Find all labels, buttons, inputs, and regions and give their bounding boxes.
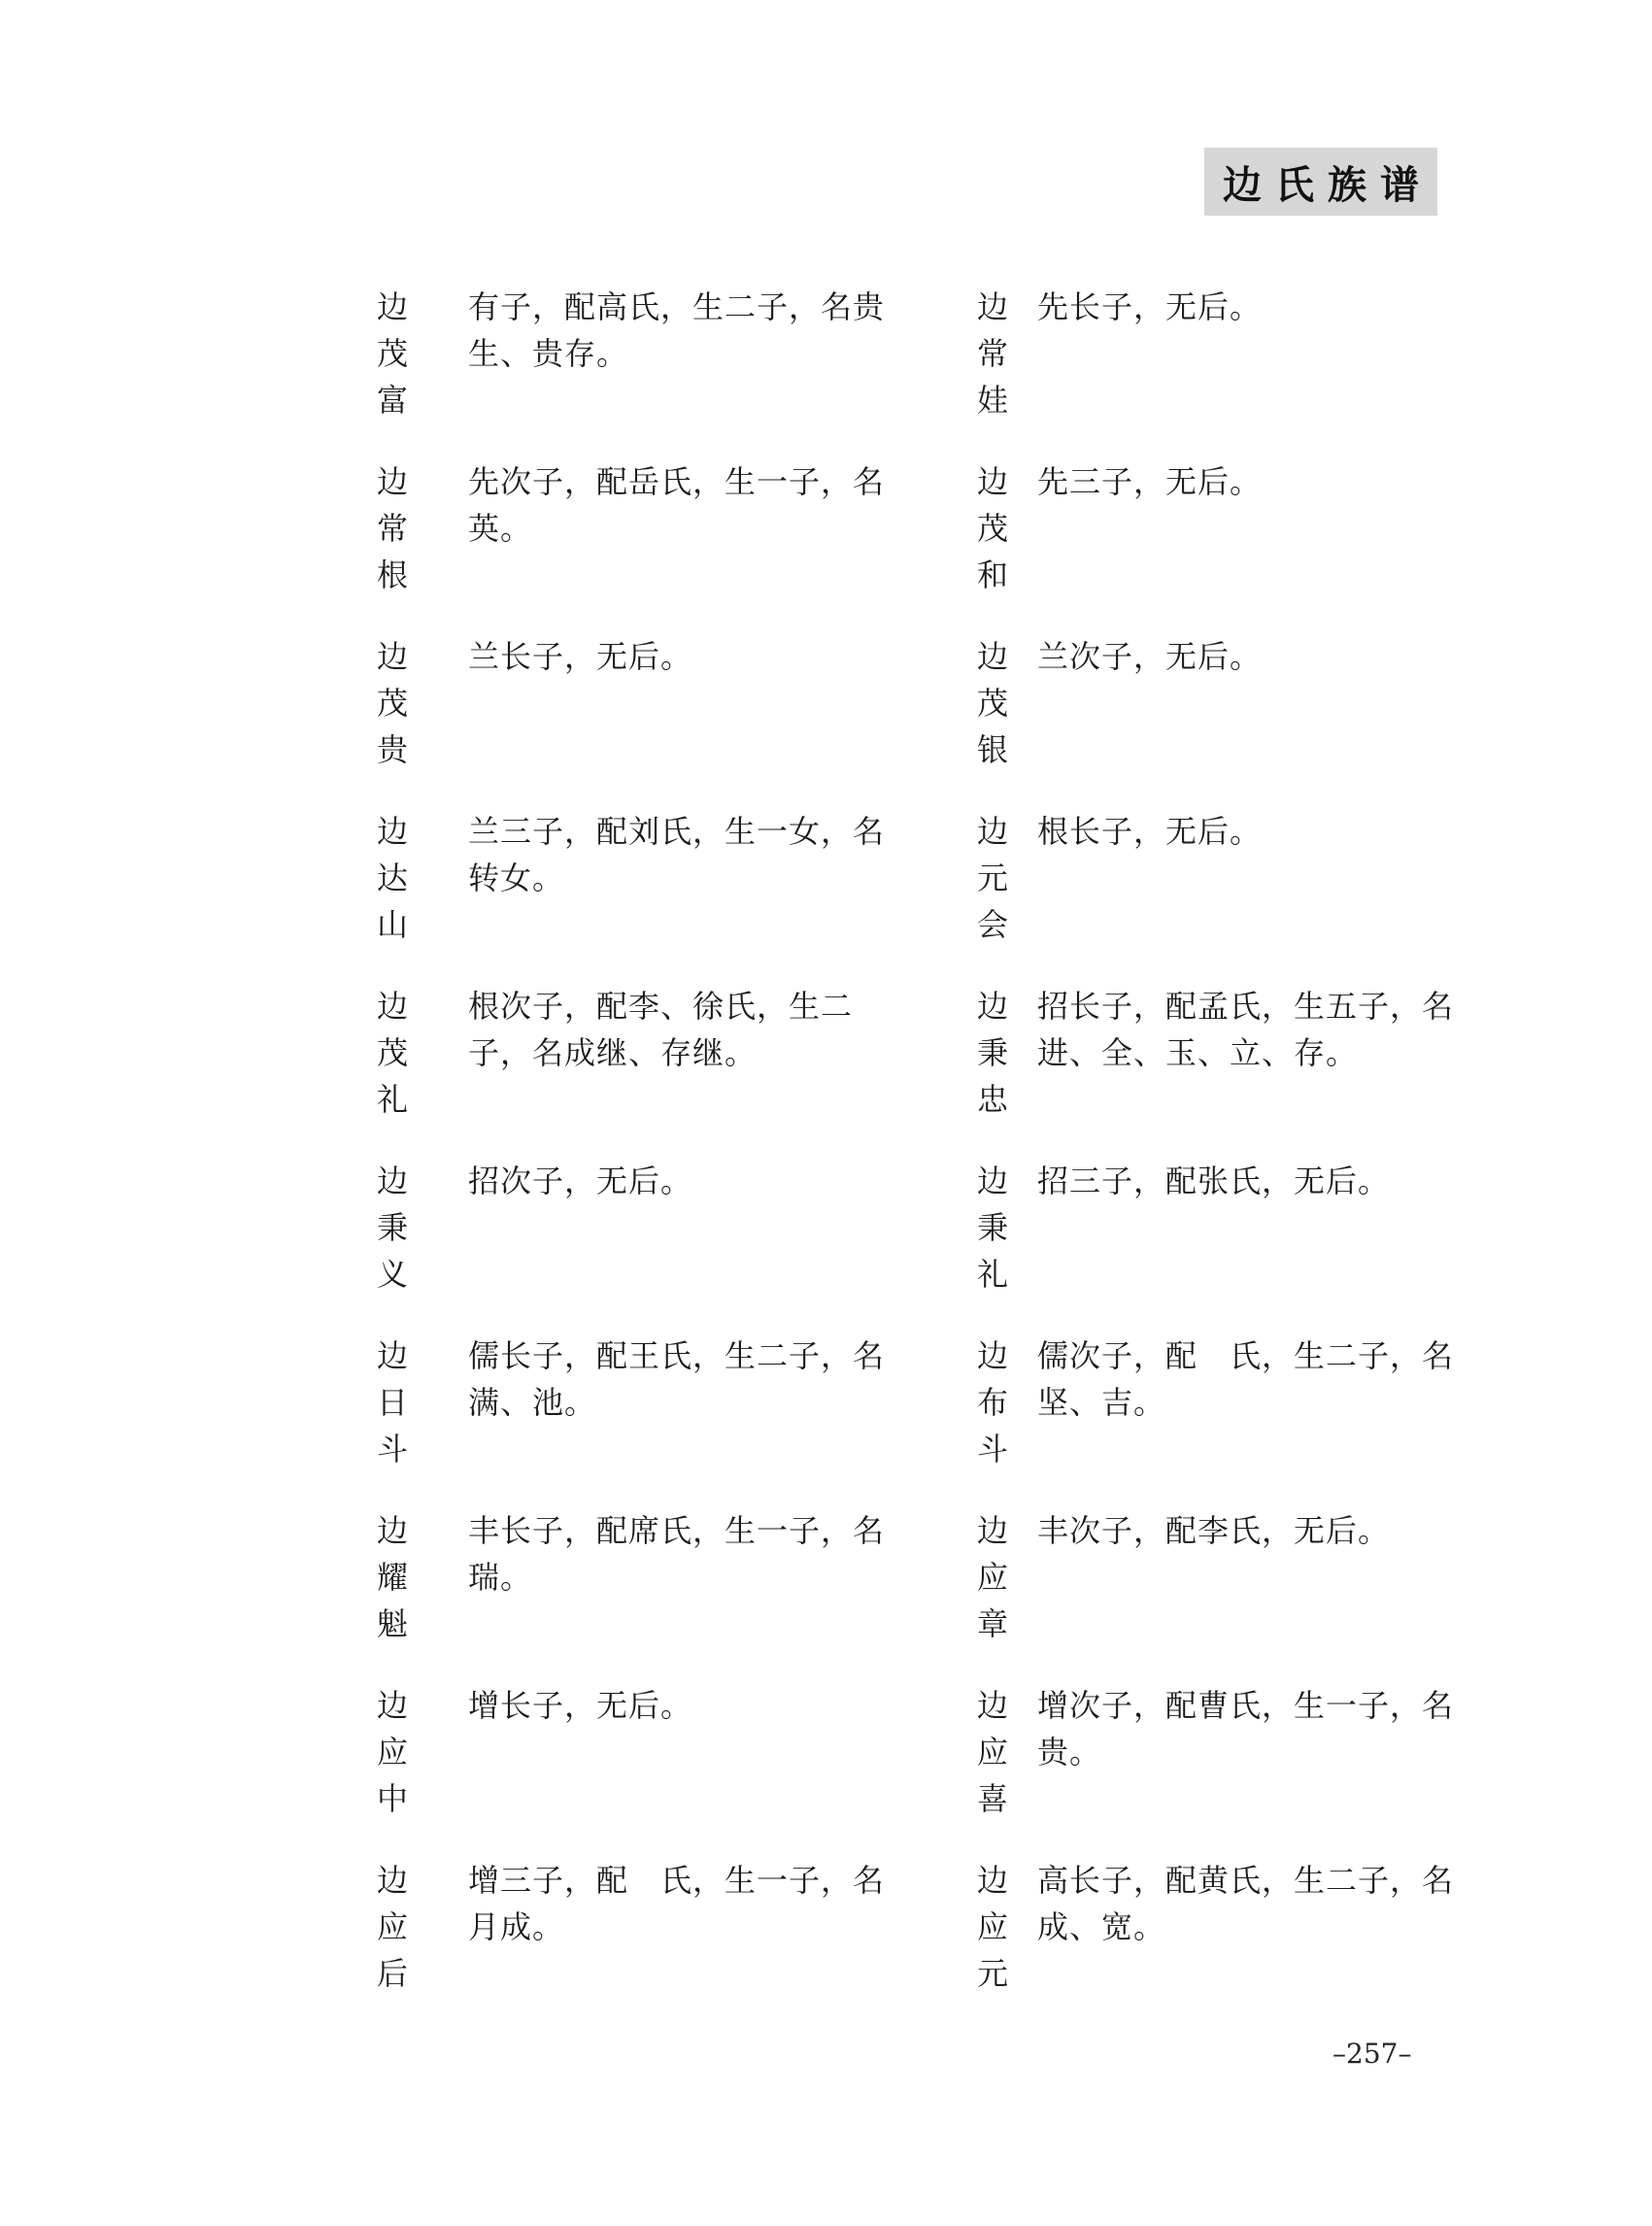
entry-description: 招长子，配孟氏，生五子，名进、全、玉、立、存。 xyxy=(1037,988,1455,1071)
genealogy-entry xyxy=(973,983,1488,1158)
entry-description: 高长子，配黄氏，生二子，名成、宽。 xyxy=(1037,1862,1455,1945)
entry-description: 根次子，配李、徐氏，生二子，名成继、存继。 xyxy=(468,988,854,1071)
genealogy-entry xyxy=(373,284,888,458)
entry-row xyxy=(373,1682,1455,1857)
entry-name: 边秉忠 xyxy=(976,988,1008,1118)
genealogy-entry xyxy=(973,284,1488,458)
genealogy-entry xyxy=(973,1332,1488,1507)
entry-description: 兰次子，无后。 xyxy=(1037,638,1263,675)
genealogy-entry xyxy=(973,1857,1488,2032)
entry-row xyxy=(373,284,1441,458)
entry-name: 边秉礼 xyxy=(976,1163,1008,1293)
entry-row xyxy=(373,633,1441,808)
entry-name: 边耀魁 xyxy=(376,1512,408,1642)
genealogy-entry xyxy=(373,458,888,633)
entry-name: 边达山 xyxy=(376,813,408,943)
genealogy-entry xyxy=(373,1682,888,1857)
genealogy-entry xyxy=(973,458,1488,633)
entry-row xyxy=(373,1507,1441,1682)
entry-name: 边应章 xyxy=(976,1512,1008,1642)
entry-description: 增次子，配曹氏，生一子，名贵。 xyxy=(1037,1687,1455,1771)
page-header-title: 边氏族谱 xyxy=(1223,161,1433,208)
entry-row xyxy=(373,1857,1455,2032)
entry-name: 边常根 xyxy=(376,463,408,593)
entry-description: 招次子，无后。 xyxy=(468,1163,693,1199)
page-header xyxy=(1204,148,1437,216)
genealogy-entry xyxy=(973,808,1488,983)
entry-name: 边常娃 xyxy=(976,288,1008,419)
genealogy-entry xyxy=(373,808,888,983)
genealogy-entry xyxy=(973,1507,1488,1682)
genealogy-entry xyxy=(973,1158,1488,1332)
entry-description: 儒长子，配王氏，生二子，名满、池。 xyxy=(468,1337,886,1421)
entry-name: 边茂礼 xyxy=(376,988,408,1118)
entry-name: 边日斗 xyxy=(376,1337,408,1467)
entry-row xyxy=(373,808,1441,983)
entry-row xyxy=(373,983,1455,1158)
entry-description: 丰次子，配李氏，无后。 xyxy=(1037,1512,1391,1549)
entry-name: 边茂银 xyxy=(976,638,1008,768)
entry-name: 边应元 xyxy=(976,1862,1008,1992)
entry-name: 边布斗 xyxy=(976,1337,1008,1467)
entry-description: 根长子，无后。 xyxy=(1037,813,1263,850)
entry-name: 边元会 xyxy=(976,813,1008,943)
genealogy-entry xyxy=(373,633,888,808)
entry-description: 先次子，配岳氏，生一子，名英。 xyxy=(468,463,886,547)
page-number: –257– xyxy=(1332,2038,1412,2070)
entry-row xyxy=(373,1158,1441,1332)
entry-row xyxy=(373,458,1441,633)
entry-description: 招三子，配张氏，无后。 xyxy=(1037,1163,1391,1199)
entry-description: 增长子，无后。 xyxy=(468,1687,693,1724)
genealogy-entry xyxy=(373,1507,888,1682)
entry-description: 儒次子，配 氏，生二子，名坚、吉。 xyxy=(1037,1337,1455,1421)
genealogy-entry xyxy=(373,1158,888,1332)
genealogy-entry xyxy=(973,1682,1488,1857)
entry-name: 边应喜 xyxy=(976,1687,1008,1817)
entry-description: 增三子，配 氏，生一子，名月成。 xyxy=(468,1862,886,1945)
entry-description: 兰长子，无后。 xyxy=(468,638,693,675)
genealogy-entry xyxy=(373,1332,888,1507)
entry-name: 边应后 xyxy=(376,1862,408,1992)
entry-name: 边茂贵 xyxy=(376,638,408,768)
entry-description: 有子，配高氏，生二子，名贵生、贵存。 xyxy=(468,288,886,372)
entry-description: 先三子，无后。 xyxy=(1037,463,1263,500)
entry-description: 兰三子，配刘氏，生一女，名转女。 xyxy=(468,813,886,896)
entry-name: 边秉义 xyxy=(376,1163,408,1293)
genealogy-entry xyxy=(373,983,888,1158)
genealogy-entry xyxy=(373,1857,888,2032)
genealogy-entry xyxy=(973,633,1488,808)
entry-description: 丰长子，配席氏，生一子，名瑞。 xyxy=(468,1512,886,1596)
entry-row xyxy=(373,1332,1455,1507)
entry-name: 边茂和 xyxy=(976,463,1008,593)
entry-description: 先长子，无后。 xyxy=(1037,288,1263,325)
entry-name: 边茂富 xyxy=(376,288,408,419)
entry-name: 边应中 xyxy=(376,1687,408,1817)
